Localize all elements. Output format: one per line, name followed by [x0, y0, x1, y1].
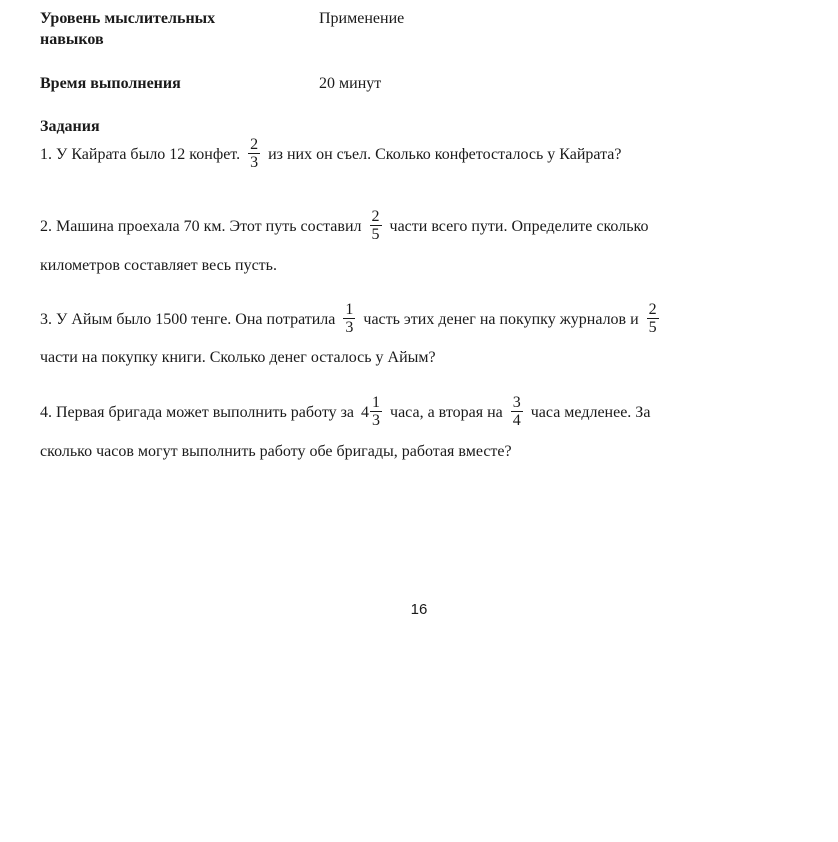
fraction [647, 301, 659, 336]
skill-label: Уровень мыслительных навыков [40, 10, 216, 48]
skill-value: Применение [319, 10, 405, 27]
task-3-text-line2: части на покупку книги. Сколько денег осталось у Айым? [40, 349, 436, 366]
task-4-text-line2: сколько часов могут выполнить работу обе бригады, работая вместе? [40, 443, 512, 460]
fraction-denominator: 4 [512, 412, 521, 429]
fraction-denominator: 5 [371, 226, 380, 243]
fraction-denominator: 3 [345, 319, 354, 336]
fraction [248, 136, 260, 171]
mixed-number-whole: 4 [361, 404, 370, 422]
task-1-text-b: из них он съел. Сколько конфетосталось у Кайрата? [268, 146, 622, 164]
fraction-numerator: 1 [345, 301, 354, 318]
fraction-denominator: 3 [372, 412, 381, 429]
task-3-text-a: 3. У Айым было 1500 тенге. Она потратила [40, 311, 336, 329]
fraction-denominator: 3 [250, 154, 259, 171]
fraction [511, 394, 523, 429]
fraction-numerator: 1 [372, 394, 381, 411]
page-number: 16 [410, 601, 428, 618]
task-2-text-b: части всего пути. Определите сколько [389, 218, 649, 236]
task-3-text-b: часть этих денег на покупку журналов и [363, 311, 639, 329]
fraction-numerator: 2 [648, 301, 657, 318]
tasks-heading: Задания [40, 118, 100, 135]
task-1-text-a: 1. У Кайрата было 12 конфет. [40, 146, 241, 164]
time-label: Время выполнения [40, 75, 181, 92]
fraction [343, 301, 355, 336]
fraction-denominator: 5 [648, 319, 657, 336]
fraction-numerator: 3 [512, 394, 521, 411]
fraction [370, 394, 382, 429]
fraction-numerator: 2 [371, 208, 380, 225]
task-4-text-b: часа, а вторая на [390, 404, 503, 422]
task-4-text-c: часа медленее. За [530, 404, 651, 422]
task-4-text-a: 4. Первая бригада может выполнить работу за [40, 404, 355, 422]
fraction-numerator: 2 [250, 136, 259, 153]
time-value: 20 минут [319, 75, 382, 92]
task-2-text-line2: километров составляет весь пусть. [40, 257, 277, 274]
fraction [370, 208, 382, 243]
task-2-text-a: 2. Машина проехала 70 км. Этот путь составил [40, 218, 362, 236]
